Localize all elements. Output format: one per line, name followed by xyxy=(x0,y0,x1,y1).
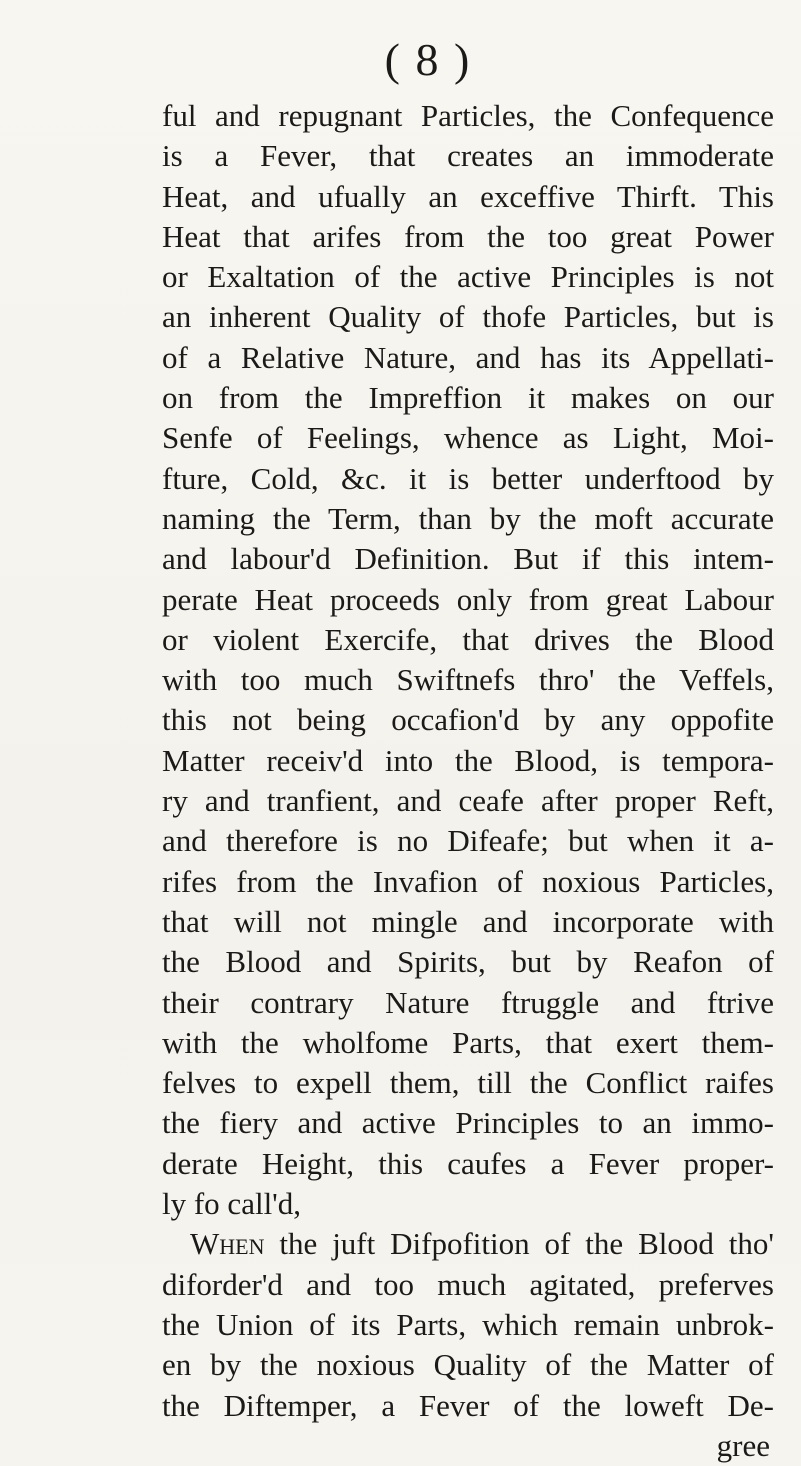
text-line: derate Height, this caufes a Fever proper- xyxy=(162,1145,774,1181)
text-line: Heat that arifes from the too great Power xyxy=(162,218,774,254)
catchword: gree xyxy=(716,1427,770,1463)
text-line: of a Relative Nature, and has its Appellati- xyxy=(162,339,774,375)
text-line: this not being occafion'd by any oppofite xyxy=(162,702,774,738)
text-line: the Blood and Spirits, but by Reafon of xyxy=(162,944,774,980)
text-line: on from the Impreffion it makes on our xyxy=(162,380,774,416)
text-line: ry and tranfient, and ceafe after proper Reft, xyxy=(162,783,774,819)
paragraph-opening-line xyxy=(162,1224,774,1264)
paragraph-lead-word: When xyxy=(190,1226,265,1262)
text-line: and labour'd Definition. But if this intem- xyxy=(162,541,774,577)
text-line: and therefore is no Difeafe; but when it a- xyxy=(162,823,774,859)
text-line: fture, Cold, &c. it is better underftood by xyxy=(162,460,774,496)
text-line: ly fo call'd, xyxy=(162,1186,302,1222)
text-line: the Union of its Parts, which remain unbrok- xyxy=(162,1306,774,1342)
text-line: ful and repugnant Particles, the Confequence xyxy=(162,98,774,133)
text-line: perate Heat proceeds only from great Labour xyxy=(162,581,774,617)
text-line: felves to expell them, till the Conflict raifes xyxy=(162,1065,774,1101)
text-line: diforder'd and too much agitated, preferves xyxy=(162,1266,774,1302)
text-line: that will not mingle and incorporate with xyxy=(162,903,774,939)
paragraph-opening-rest: the juft Difpofition of the Blood tho' xyxy=(264,1226,774,1262)
text-line: Senfe of Feelings, whence as Light, Moi- xyxy=(162,420,774,456)
text-line: rifes from the Invafion of noxious Particles, xyxy=(162,863,774,899)
text-line: naming the Term, than by the moft accurate xyxy=(162,500,774,536)
text-line: an inherent Quality of thofe Particles, but is xyxy=(162,299,774,335)
text-line: or violent Exercife, that drives the Blood xyxy=(162,621,774,657)
text-line: the fiery and active Principles to an immo- xyxy=(162,1105,774,1141)
text-line: with the wholfome Parts, that exert them- xyxy=(162,1024,774,1060)
text-line: or Exaltation of the active Principles is not xyxy=(162,259,774,295)
text-line: is a Fever, that creates an immoderate xyxy=(162,138,774,174)
page-number: ( 8 ) xyxy=(384,34,472,85)
text-line: their contrary Nature ftruggle and ftrive xyxy=(162,984,774,1020)
body-text xyxy=(162,96,774,1466)
text-line: Matter receiv'd into the Blood, is tempora- xyxy=(162,742,774,778)
text-line: en by the noxious Quality of the Matter of xyxy=(162,1347,774,1383)
text-line: with too much Swiftnefs thro' the Veffels, xyxy=(162,662,774,698)
text-line: Heat, and ufually an exceffive Thirft. This xyxy=(162,178,774,214)
text-line: the Diftemper, a Fever of the loweft De- xyxy=(162,1387,774,1423)
